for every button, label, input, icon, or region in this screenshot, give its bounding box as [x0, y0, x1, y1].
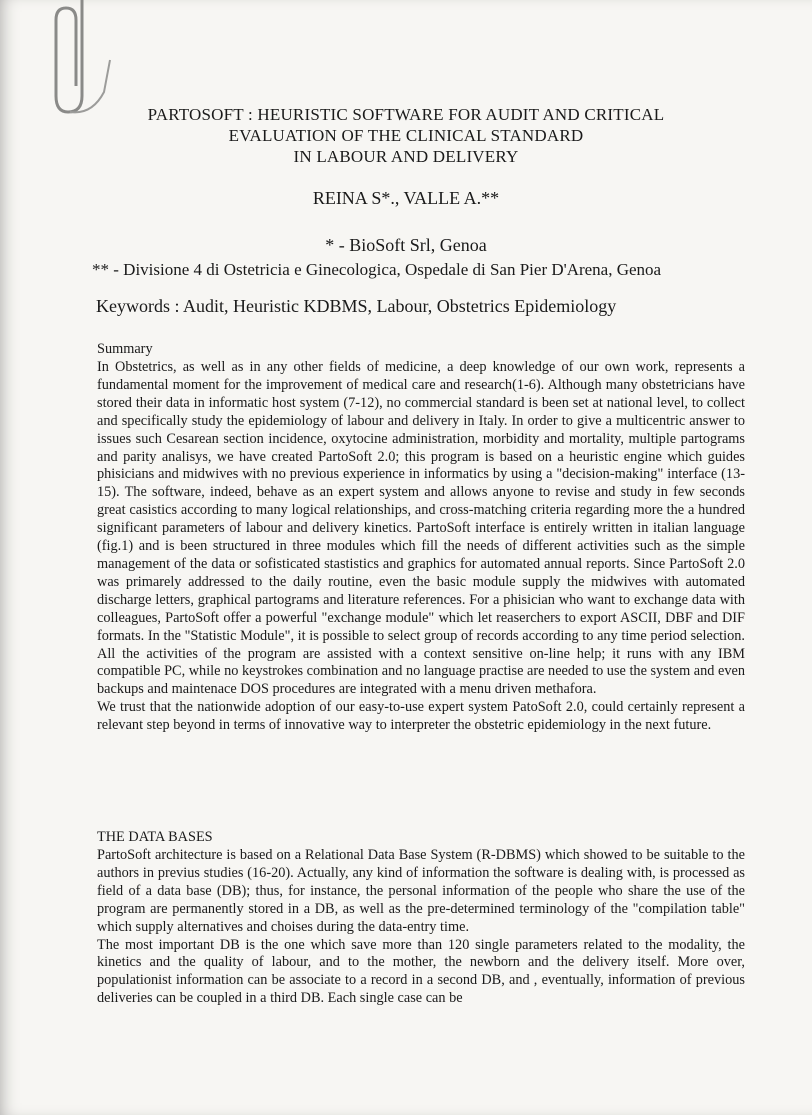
summary-heading: Summary [97, 341, 153, 357]
databases-heading: THE DATA BASES [97, 829, 213, 845]
databases-paragraph-1: PartoSoft architecture is based on a Relational Data Base System (R-DBMS) which showed to be suitable to the authors in previus studies (16-20). Actually, any kind of information the software is dealing with, is processed as field of a data base (DB); thus, for instance, the personal information of the people who share the use of the program are permanently stored in a DB, as well as the pre-determined terminology of the "compilation table" which supply alternatives and choises during the data-entry time. [97, 847, 745, 935]
affiliation-2: ** - Divisione 4 di Ostetricia e Ginecologica, Ospedale di San Pier D'Arena, Genoa [92, 260, 662, 279]
databases-paragraph-2: The most important DB is the one which save more than 120 single parameters related to the modality, the kinetics and the quality of labour, and to the mother, the newborn and the delivery itself. More over, populationist information can be associate to a record in a second DB, and , eventually, information of previous deliveries can be coupled in a third DB. Each single case can be [97, 936, 745, 1007]
paper-title-line-1: PARTOSOFT : HEURISTIC SOFTWARE FOR AUDIT AND CRITICAL [147, 105, 665, 124]
paper-title-line-3: IN LABOUR AND DELIVERY [293, 147, 519, 166]
affiliation-1: * - BioSoft Srl, Genoa [325, 235, 487, 255]
paper-authors: REINA S*., VALLE A.** [312, 188, 500, 208]
summary-section [97, 359, 745, 735]
keywords-line: Keywords : Audit, Heuristic KDBMS, Labour, Obstetrics Epidemiology [96, 296, 617, 316]
summary-paragraph-1: In Obstetrics, as well as in any other fields of medicine, a deep knowledge of our own work, represents a fundamental moment for the improvement of medical care and research(1-6). Although many obstetricians have stored their data in informatic host system (7-12), no commercial standard is been set at national level, to collect and specifically study the epidemiology of labour and delivery in Italy. In order to give a multicentric answer to issues such Cesarean section incidence, oxytocine administration, morbidity and mortality, multiple partograms and parity analisys, we have created PartoSoft 2.0; this program is based on a heuristic engine which guides phisicians and midwives with no previous experience in informatics by using a "decision-making" interface (13-15). The software, indeed, behave as an expert system and allows anyone to revise and study in few seconds great casistics according to many logical relationships, and cross-matching criteria regarding more the a hundred significant parameters of labour and delivery kinetics. PartoSoft interface is entirely written in italian language (fig.1) and is been structured in three modules which fill the needs of different activities such as the simple management of the data or sofisticated stastistics and graphics for automated annual reports. Since PartoSoft 2.0 was primarely addressed to the daily routine, even the basic module supply the midwives with automated discharge letters, graphical partograms and literature references. For a phisician who want to exchange data with colleagues, PartoSoft offer a powerful "exchange module" which let reaserchers to export ASCII, DBF and DIF formats. In the "Statistic Module", it is possible to select group of records according to any time period selection. All the activities of the program are assisted with a context sensitive on-line help; it runs with any IBM compatible PC, while no keystrokes combination and no language practise are needed to use the system and even backups and maintenace DOS procedures are integrated with a menu driven methafora. [97, 359, 745, 698]
databases-section [97, 847, 745, 1008]
paper-title-line-2: EVALUATION OF THE CLINICAL STANDARD [228, 126, 584, 145]
summary-paragraph-2: We trust that the nationwide adoption of our easy-to-use expert system PatoSoft 2.0, could certainly represent a relevant step beyond in terms of innovative way to interpreter the obstetric epidemiology in the next future. [97, 699, 745, 734]
